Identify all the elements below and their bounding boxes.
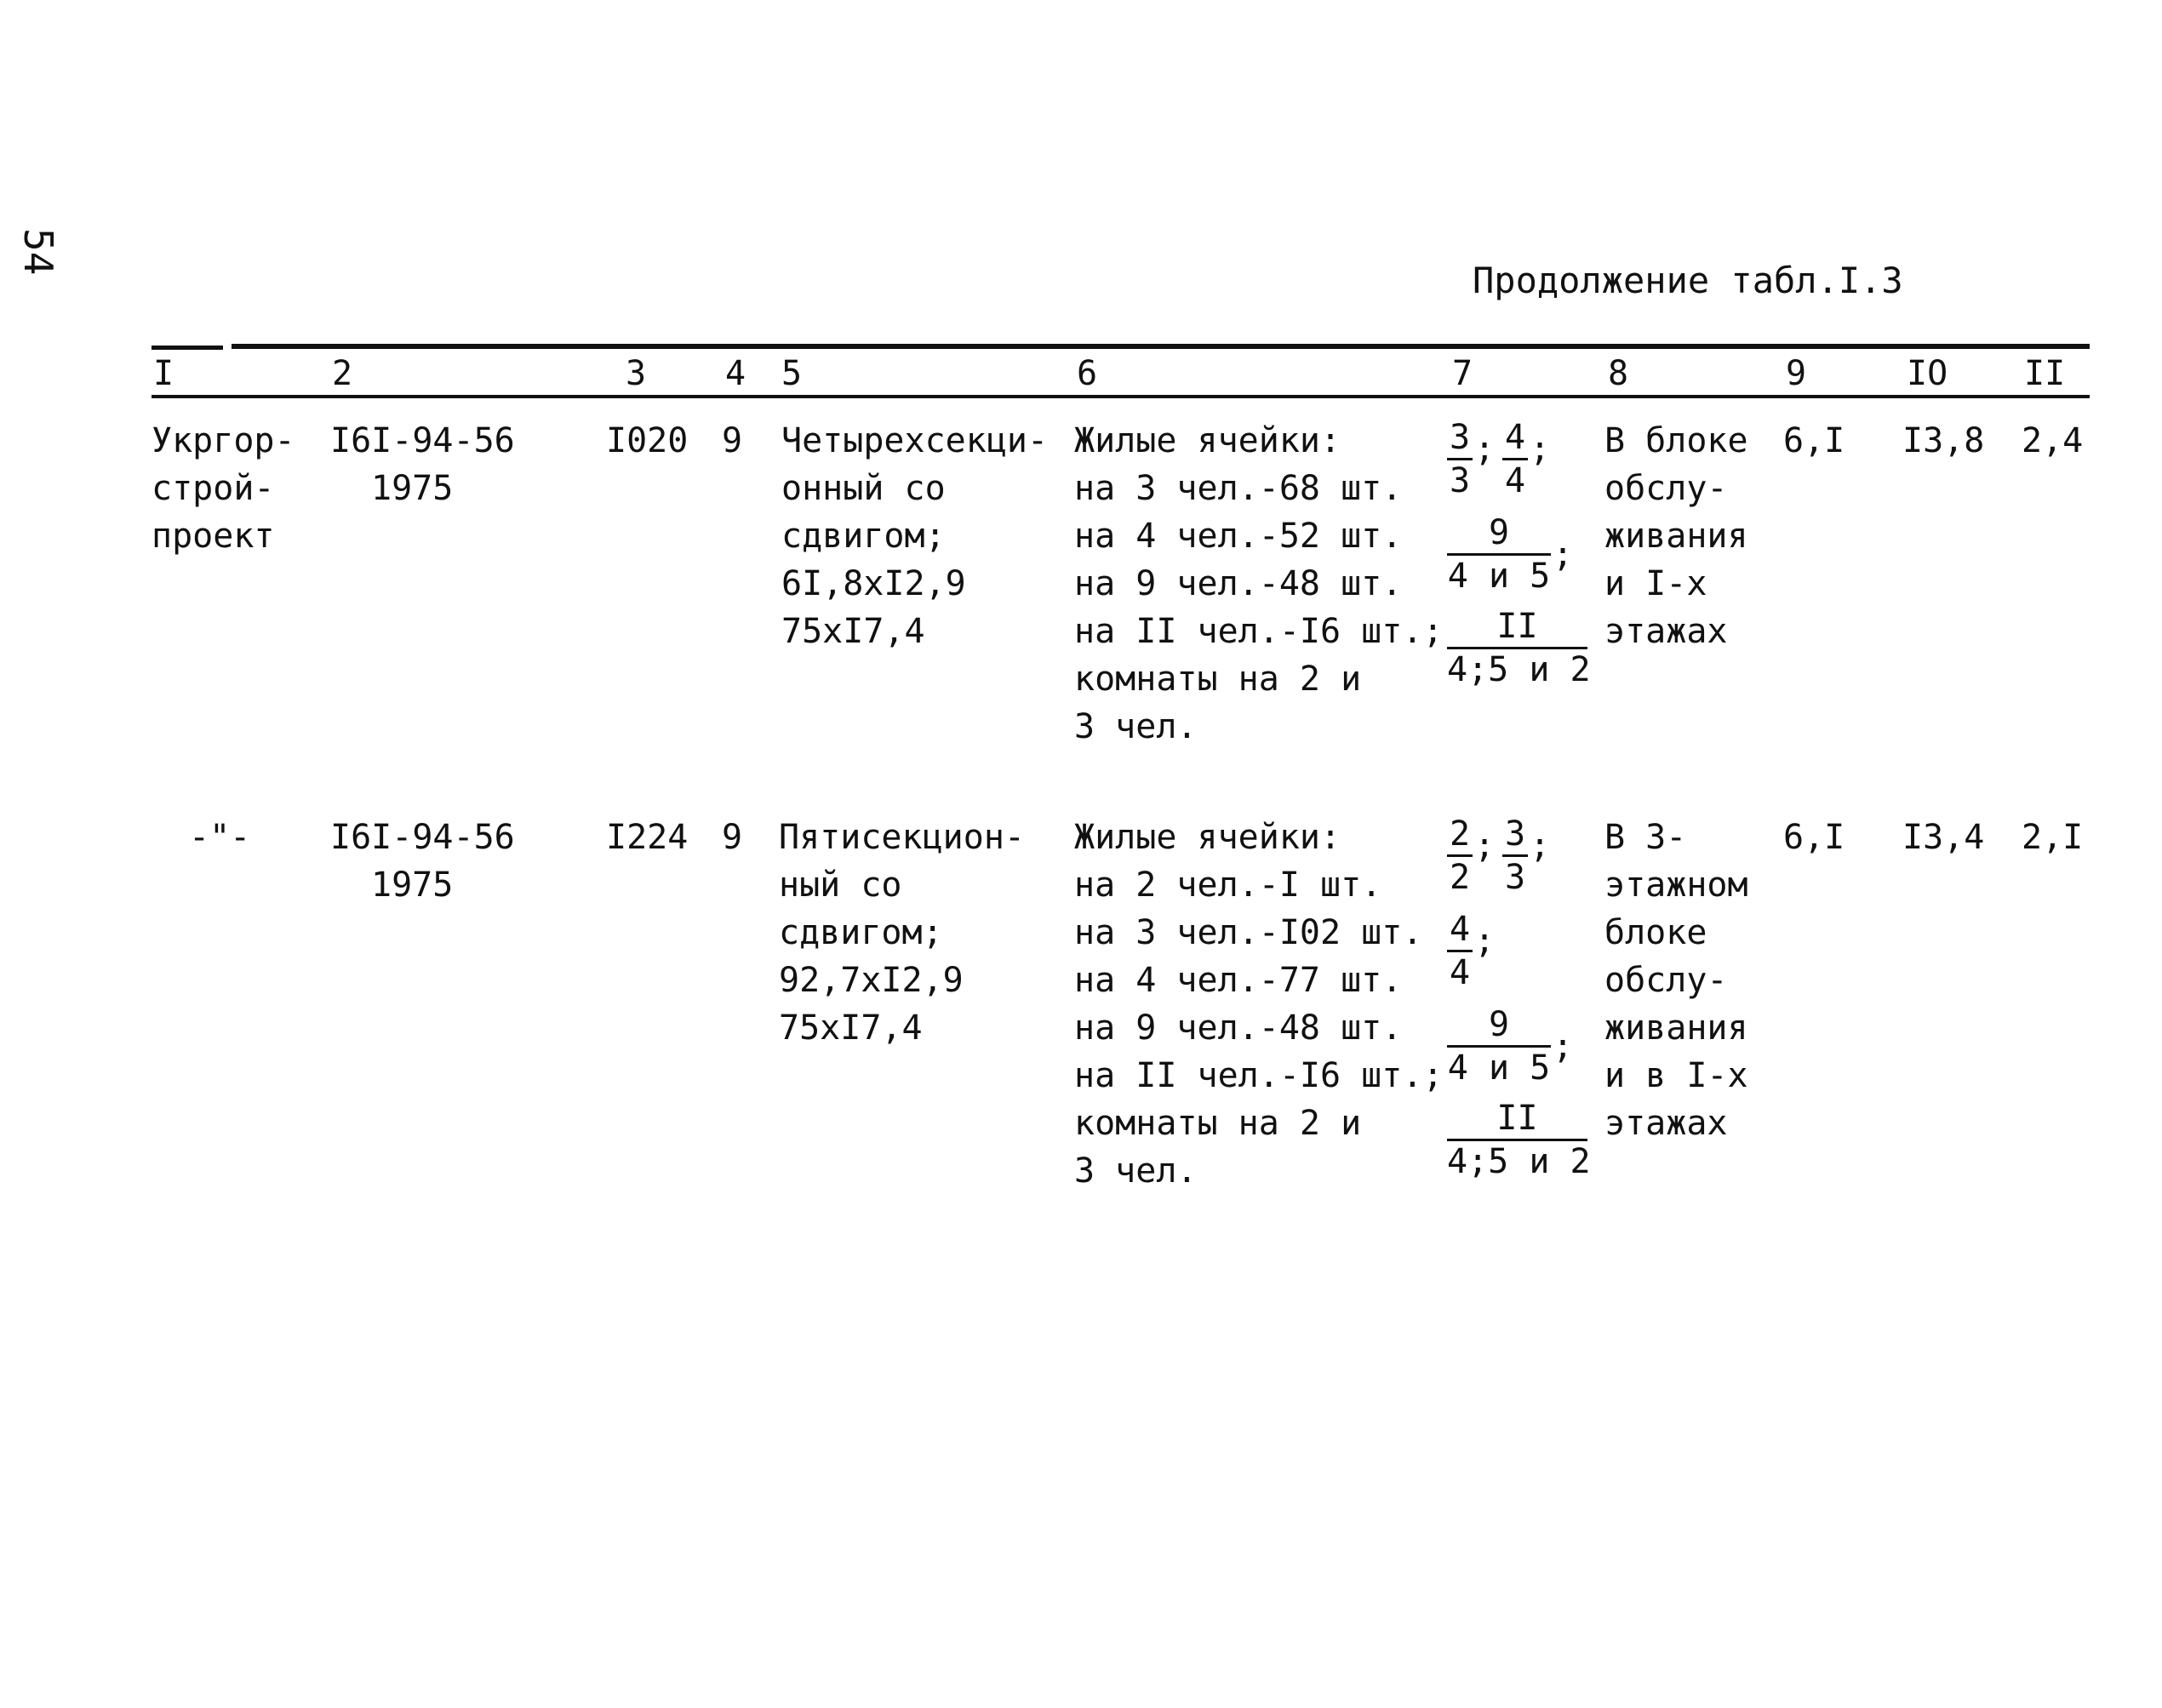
row2-organization xyxy=(189,814,250,861)
row1-apartments xyxy=(1074,417,1443,751)
fraction-separator: ; xyxy=(1553,535,1574,574)
row2-apt-line: комнаты на 2 и xyxy=(1074,1104,1362,1143)
row1-desc-line: Четырехсекци- xyxy=(781,421,1049,460)
row2-desc-line: 75xI7,4 xyxy=(779,1008,923,1048)
fraction-bar xyxy=(1447,1045,1551,1048)
row1-apt-line: на II чел.-I6 шт.; xyxy=(1074,612,1444,651)
row1-col3: I020 xyxy=(606,421,689,460)
header-col-3: 3 xyxy=(626,354,647,393)
row2-apt-line: на 2 чел.-I шт. xyxy=(1074,865,1382,905)
row1-loc-line: В блоке xyxy=(1604,421,1748,460)
row1-col4: 9 xyxy=(722,421,743,460)
page-number: 54 xyxy=(15,228,61,276)
fraction-bar xyxy=(1502,854,1528,857)
row1-loc-line: обслу- xyxy=(1604,469,1728,508)
table-top-rule-short xyxy=(152,346,223,350)
row1-org-line: строй- xyxy=(152,469,275,508)
row2-fraction xyxy=(1447,1006,1551,1087)
table-caption: Продолжение табл.I.3 xyxy=(1473,260,1903,301)
row2-loc-line: обслу- xyxy=(1604,961,1728,1000)
header-col-7: 7 xyxy=(1452,354,1473,393)
fraction-denominator: 4 и 5 xyxy=(1447,1048,1551,1088)
fraction-numerator: II xyxy=(1496,607,1538,646)
row2-apt-line: на 9 чел.-48 шт. xyxy=(1074,1008,1403,1048)
row2-desc-line: ный со xyxy=(779,865,902,905)
header-col-8: 8 xyxy=(1608,354,1629,393)
fraction-bar xyxy=(1447,647,1587,649)
header-col-2: 2 xyxy=(332,354,353,393)
row2-apt-line: Жилые ячейки: xyxy=(1074,818,1341,857)
row1-org-line: проект xyxy=(152,517,275,556)
row1-fraction xyxy=(1447,514,1551,595)
row1-col11: 2,4 xyxy=(2022,421,2084,460)
fraction-numerator: 3 xyxy=(1449,418,1471,457)
fraction-denominator: 4;5 и 2 xyxy=(1447,1142,1591,1181)
row2-loc-line: этажах xyxy=(1604,1104,1728,1143)
row2-fraction xyxy=(1502,815,1528,896)
table-header-rule xyxy=(152,395,2090,398)
row1-desc-line: сдвигом; xyxy=(781,517,946,556)
fraction-numerator: 2 xyxy=(1449,814,1471,854)
fraction-bar xyxy=(1447,458,1473,460)
row1-desc-line: 75xI7,4 xyxy=(781,612,925,651)
row1-loc-line: и I-х xyxy=(1604,564,1707,603)
row2-col4: 9 xyxy=(722,818,743,857)
fraction-bar xyxy=(1447,950,1473,952)
fraction-bar xyxy=(1502,458,1528,460)
row2-desc-line: 92,7xI2,9 xyxy=(779,961,964,1000)
row1-apt-line: комнаты на 2 и xyxy=(1074,660,1362,699)
row1-fraction xyxy=(1502,419,1528,500)
row1-apt-line: 3 чел. xyxy=(1074,707,1198,746)
header-col-1: I xyxy=(153,354,174,393)
fraction-separator: ; xyxy=(1474,430,1496,469)
row2-desc-line: сдвигом; xyxy=(779,913,943,952)
row1-loc-line: этажах xyxy=(1604,612,1728,651)
header-col-4: 4 xyxy=(725,354,746,393)
row1-project-code: I6I-94-56 xyxy=(330,421,515,460)
fraction-bar xyxy=(1447,1139,1587,1141)
row1-location xyxy=(1604,417,1748,655)
fraction-bar xyxy=(1447,553,1551,556)
fraction-denominator: 4;5 и 2 xyxy=(1447,650,1591,689)
fraction-separator: ; xyxy=(1530,826,1551,865)
row1-loc-line: живания xyxy=(1604,517,1748,556)
row2-desc-line: Пятисекцион- xyxy=(779,818,1025,857)
header-col-10: IO xyxy=(1907,354,1948,393)
row1-fraction xyxy=(1447,607,1591,689)
fraction-separator: ; xyxy=(1530,430,1551,469)
fraction-numerator: 4 xyxy=(1504,418,1526,457)
row1-col9: 6,I xyxy=(1783,421,1845,460)
row1-description xyxy=(781,417,1048,655)
row2-col3: I224 xyxy=(606,818,689,857)
fraction-denominator: 3 xyxy=(1449,461,1471,500)
row2-fraction xyxy=(1447,815,1473,896)
fraction-numerator: 9 xyxy=(1488,1005,1510,1044)
row1-project-year: 1975 xyxy=(371,469,454,508)
row1-org-line: Укргор- xyxy=(152,421,295,460)
header-col-11: II xyxy=(2024,354,2066,393)
row2-col9: 6,I xyxy=(1783,818,1845,857)
fraction-denominator: 3 xyxy=(1504,858,1526,897)
row2-description xyxy=(779,814,1025,1052)
row1-apt-line: на 3 чел.-68 шт. xyxy=(1074,469,1403,508)
row2-apartments xyxy=(1074,814,1443,1195)
fraction-bar xyxy=(1447,854,1473,857)
row2-location xyxy=(1604,814,1748,1147)
row1-desc-line: 6I,8xI2,9 xyxy=(781,564,966,603)
header-col-5: 5 xyxy=(781,354,803,393)
row2-project-code: I6I-94-56 xyxy=(330,818,515,857)
header-col-9: 9 xyxy=(1786,354,1807,393)
fraction-denominator: 2 xyxy=(1449,858,1471,897)
row2-apt-line: на 4 чел.-77 шт. xyxy=(1074,961,1403,1000)
row2-col10: I3,4 xyxy=(1902,818,1985,857)
row2-ditto-mark: -"- xyxy=(189,818,251,857)
row1-apt-line: на 4 чел.-52 шт. xyxy=(1074,517,1403,556)
row2-col11: 2,I xyxy=(2022,818,2084,857)
row2-loc-line: этажном xyxy=(1604,865,1748,905)
row1-apt-line: Жилые ячейки: xyxy=(1074,421,1341,460)
fraction-denominator: 4 и 5 xyxy=(1447,557,1551,596)
fraction-numerator: II xyxy=(1496,1099,1538,1138)
fraction-separator: ; xyxy=(1474,922,1496,961)
row2-apt-line: на II чел.-I6 шт.; xyxy=(1074,1056,1444,1095)
fraction-numerator: 3 xyxy=(1504,814,1526,854)
row2-loc-line: блоке xyxy=(1604,913,1707,952)
fraction-numerator: 4 xyxy=(1449,910,1471,949)
row2-project-number xyxy=(330,814,515,909)
row2-loc-line: живания xyxy=(1604,1008,1748,1048)
row1-desc-line: онный со xyxy=(781,469,946,508)
row2-fraction xyxy=(1447,1099,1591,1181)
row2-apt-line: на 3 чел.-I02 шт. xyxy=(1074,913,1423,952)
row2-project-year: 1975 xyxy=(371,865,454,905)
row2-loc-line: В 3- xyxy=(1604,818,1687,857)
row2-fraction xyxy=(1447,911,1473,991)
fraction-numerator: 9 xyxy=(1488,513,1510,552)
row1-col10: I3,8 xyxy=(1902,421,1985,460)
row2-apt-line: 3 чел. xyxy=(1074,1151,1198,1191)
row1-project-number xyxy=(330,417,515,512)
fraction-separator: ; xyxy=(1553,1027,1574,1066)
row2-loc-line: и в I-х xyxy=(1604,1056,1748,1095)
header-col-6: 6 xyxy=(1077,354,1098,393)
row1-organization xyxy=(152,417,295,560)
fraction-denominator: 4 xyxy=(1449,953,1471,992)
row1-fraction xyxy=(1447,419,1473,500)
row1-apt-line: на 9 чел.-48 шт. xyxy=(1074,564,1403,603)
fraction-denominator: 4 xyxy=(1504,461,1526,500)
table-top-rule xyxy=(232,344,2090,349)
fraction-separator: ; xyxy=(1474,826,1496,865)
